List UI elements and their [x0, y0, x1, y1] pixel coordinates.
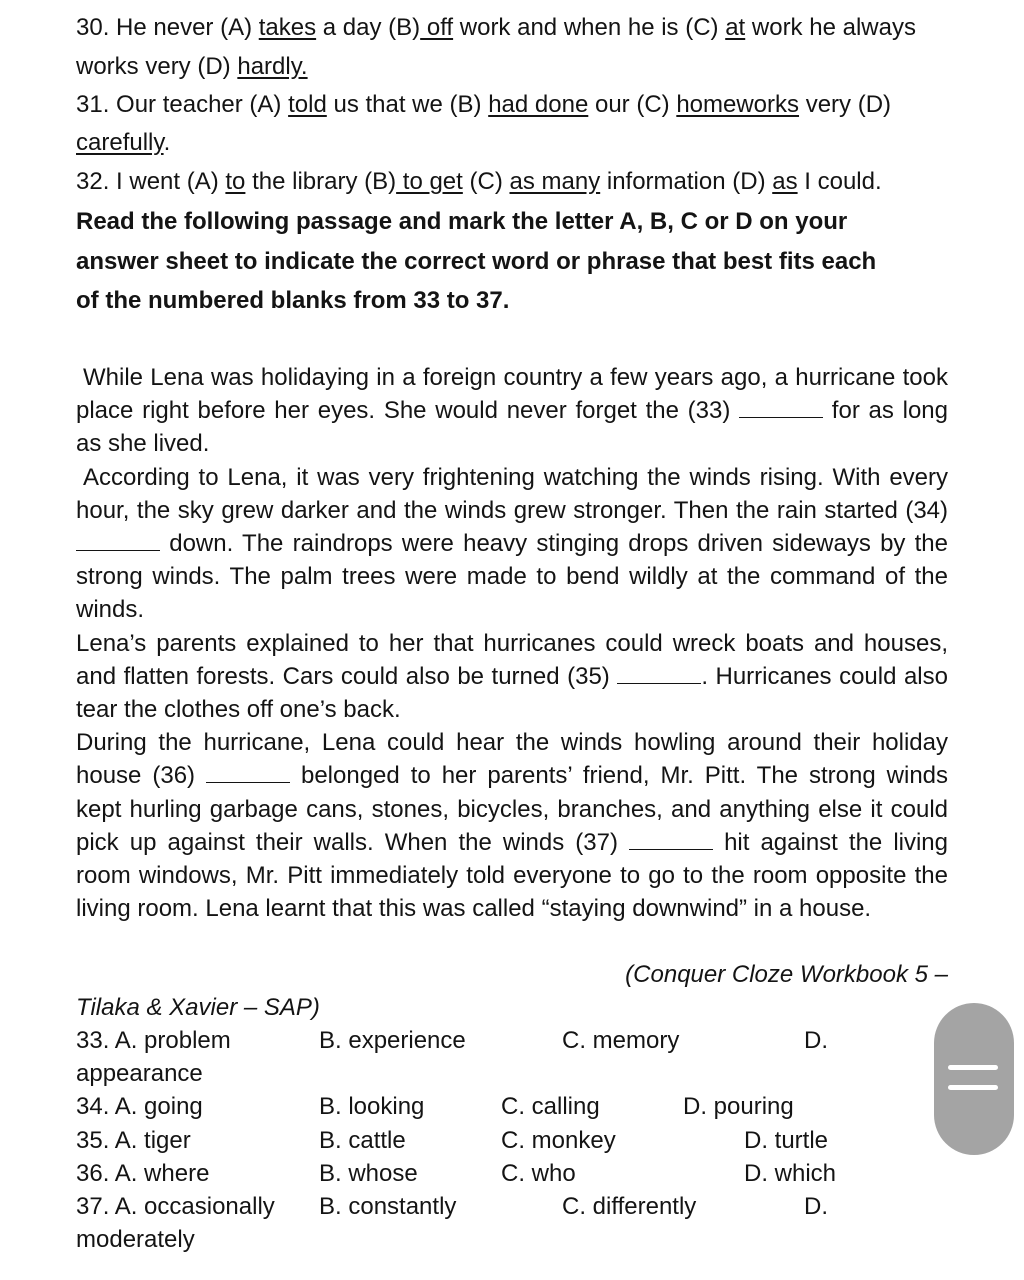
- handle-line: [948, 1085, 998, 1090]
- options-35: [76, 1124, 956, 1157]
- option-d-continued: moderately: [76, 1226, 195, 1254]
- option-b: B. cattle: [319, 1126, 406, 1154]
- option-a: 36. A. where: [76, 1159, 210, 1187]
- option-d: D.: [804, 1027, 828, 1054]
- options-36: [76, 1157, 956, 1190]
- option-d-continued: appearance: [76, 1060, 203, 1088]
- q32-option-a: to: [225, 168, 246, 195]
- q31-option-b: had done: [488, 91, 589, 118]
- options-34: [76, 1090, 956, 1123]
- q31-option-a: told: [288, 91, 327, 118]
- options-33: [76, 1024, 956, 1057]
- cloze-instruction: Read the following passage and mark the letter A, B, C or D on your answer sheet to indicate the correct word or phrase that best fits each of the numbered blanks from 33 to 37.: [76, 208, 877, 314]
- blank-35: [617, 665, 701, 684]
- q30-option-d: hardly.: [237, 53, 308, 80]
- option-b: B. experience: [319, 1027, 466, 1054]
- option-c: C. differently: [562, 1192, 697, 1220]
- q30-option-a: takes: [258, 14, 317, 41]
- passage-source: (Conquer Cloze Workbook 5 – Tilaka & Xavier – SAP): [76, 961, 948, 1022]
- question-30-line-2: works very (D) hardly.: [76, 53, 308, 80]
- option-c: C. calling: [501, 1093, 600, 1121]
- option-a: 35. A. tiger: [76, 1126, 191, 1154]
- question-31-line-1: 31. Our teacher (A) told us that we (B) had done our (C) homeworks very (D): [76, 91, 892, 118]
- option-b: B. constantly: [319, 1192, 457, 1220]
- option-a: 33. A. problem: [76, 1027, 231, 1054]
- option-d: D. pouring: [683, 1093, 794, 1121]
- blank-36: [206, 764, 290, 783]
- passage-paragraph-2: According to Lena, it was very frightening watching the winds rising. With every hour, the sky grew darker and the winds grew stronger. Then the rain started (34) down. The raindrops were heavy stinging drops driven sideways by the strong winds. The palm trees were made to bend wildly at the command of the winds.: [76, 463, 948, 624]
- answer-options: [76, 1024, 956, 1256]
- q32-option-c: as many: [509, 168, 601, 195]
- option-d: D. which: [744, 1159, 837, 1187]
- drag-handle-icon[interactable]: [934, 1003, 1014, 1155]
- q31-option-d: carefully: [76, 129, 164, 156]
- q32-option-d: as: [772, 168, 798, 195]
- cropped-previous-line: [75, 0, 955, 2]
- blank-34: [76, 532, 160, 551]
- q30-option-c: at: [725, 14, 746, 41]
- option-a: 34. A. going: [76, 1093, 203, 1121]
- blank-33: [739, 399, 823, 418]
- cloze-passage: [76, 361, 948, 925]
- q30-option-b: off: [420, 14, 454, 41]
- option-c: C. memory: [562, 1027, 680, 1054]
- blank-37: [629, 831, 713, 850]
- option-d: D.: [804, 1192, 828, 1220]
- option-d: D. turtle: [744, 1126, 829, 1154]
- q32-option-b: to get: [396, 168, 463, 195]
- option-b: B. looking: [319, 1093, 425, 1121]
- option-c: C. monkey: [501, 1126, 616, 1154]
- options-37: [76, 1190, 956, 1223]
- passage-paragraph-4: During the hurricane, Lena could hear the winds howling around their holiday house (36) belonged to her parents’ friend, Mr. Pitt. The strong winds kept hurling garbage cans, stones, bicycles, branches, and anything else it could pick up against their walls. When the winds (37) hit against the living room windows, Mr. Pitt immediately told everyone to go to the room opposite the living room. Lena learnt that this was called “staying downwind” in a house.: [76, 729, 949, 923]
- option-b: B. whose: [319, 1159, 418, 1187]
- passage-paragraph-1: While Lena was holidaying in a foreign country a few years ago, a hurricane took place right before her eyes. She would never forget the (33) for as long as she lived.: [76, 364, 949, 458]
- handle-line: [948, 1065, 998, 1070]
- question-30-line-1: 30. He never (A) takes a day (B) off work and when he is (C) at work he always: [76, 14, 916, 41]
- option-c: C. who: [501, 1159, 576, 1187]
- passage-paragraph-3: Lena’s parents explained to her that hurricanes could wreck boats and houses, and flatten forests. Cars could also be turned (35) . Hurricanes could also tear the clothes off one’s back.: [76, 629, 948, 724]
- question-31-line-2: carefully.: [76, 129, 171, 156]
- question-32: 32. I went (A) to the library (B) to get (C) as many information (D) as I could.: [76, 168, 882, 195]
- q31-option-c: homeworks: [676, 91, 800, 118]
- option-a: 37. A. occasionally: [76, 1192, 275, 1220]
